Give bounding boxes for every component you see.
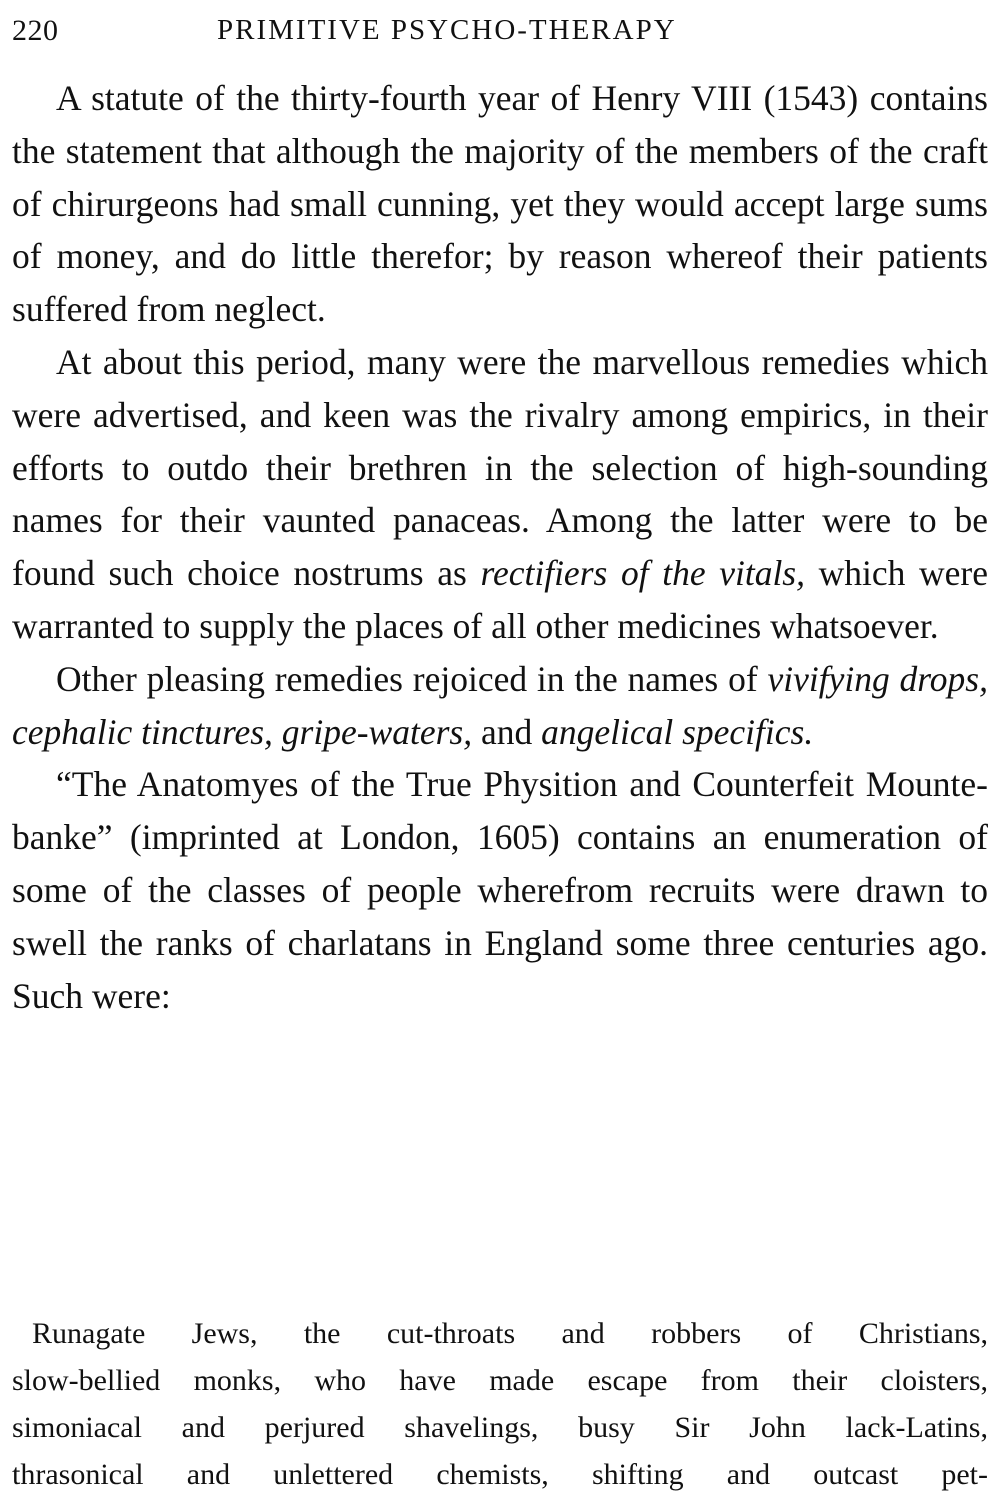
quotation-line: thrasonical and unlettered chemists, shifting and outcast pet-: [12, 1458, 988, 1491]
paragraph-segment: A statute of the thirty-fourth year of Henry VIII (1543) contains the statement that although the majority of the members of the craft of chirurgeons had small cunning, yet they would accept large sums of money, and do little therefor; by reason whereof their patients suffered from neglect.: [12, 78, 988, 330]
paragraph-marvellous-remedies: [12, 336, 988, 653]
paragraph-henry-viii-statute: [12, 72, 988, 336]
paragraph-segment: which were warranted to supply the places of all other medicines whatsoever.: [12, 553, 989, 646]
quotation-block: [12, 1310, 988, 1498]
running-head: [12, 14, 988, 48]
paragraph-segment: At about this period, many were the marvellous remedies which were advertised, and keen was the rivalry among empirics, in their efforts to outdo their brethren in the selection of high-sounding names for their vaunted panaceas. Among the latter were to be found such choice nostrums as: [12, 341, 988, 594]
italic-remedy-name: angelical specifics.: [541, 711, 814, 752]
paragraph-segment: and: [472, 711, 542, 752]
page-number: 220: [12, 14, 59, 47]
running-title: PRIMITIVE PSYCHO-THERAPY: [217, 14, 677, 46]
quotation-line: simoniacal and perjured shavelings, busy Sir John lack-Latins,: [12, 1411, 988, 1444]
quotation-line: Runagate Jews, the cut-throats and robbers of Christians,: [32, 1317, 988, 1350]
quotation-line: slow-bellied monks, who have made escape from their cloisters,: [12, 1364, 988, 1397]
paragraph-segment: “The Anatomyes of the True Physition and Counterfeit Mounte-banke” (imprinted at London, 1605) contains an enumeration of some of the classes of people wherefrom recruits were drawn to swell the ranks of charlatans in England some three centuries ago. Such were:: [12, 764, 988, 1016]
paragraph-segment: Other pleasing remedies rejoiced in the names of: [56, 658, 768, 699]
paragraph-anatomyes: [12, 758, 988, 1022]
italic-remedy-names: vivifying drops, cephalic tinctures, gripe-waters,: [12, 658, 988, 752]
paragraph-pleasing-remedies: [12, 653, 988, 759]
body-text: [12, 72, 988, 1022]
italic-remedy-name: rectifiers of the vitals,: [480, 553, 805, 594]
